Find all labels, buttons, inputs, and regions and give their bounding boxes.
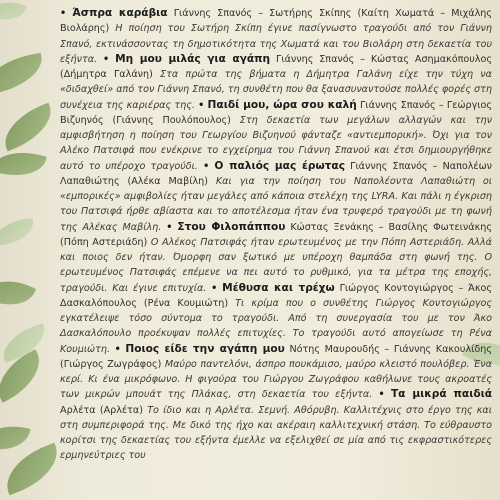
song-title: Ο παλιός μας έρωτας [214, 159, 345, 172]
song-credits: Γιάννης Σπανός – Κώστας Ασημακόπουλος (Δήμητρα Γαλάνη) [60, 53, 492, 80]
song-description: Στα πρώτα της βήματα η Δήμητρα Γαλάνη είχε την τύχη να «διδαχθεί» από τον Γιάννη Σπανό, τη συνθέτη που θα ξανασυναντούσε πολλές φορές στη συνέχεια της καριέρας της. [60, 69, 492, 111]
leaf-decoration [0, 53, 46, 95]
leaf-decoration [0, 103, 60, 152]
song-credits: Γιάννης Σπανός – Ναπολέων Λαπαθιώτης (Αλέκα Μαβίλη) [60, 160, 492, 187]
song-title: Ποιος είδε την αγάπη μου [125, 342, 285, 355]
song-description: Και για την ποίηση του Ναπολέοντα Λαπαθιώτη οι «εμπορικές» αμφιβολίες ήταν μεγάλες από κάποια στελέχη της LYRA. Και πάλι η έγκριση του Πατσιφά ήρθε αβίαστα και το αποτέλεσμα ήταν ένα τρυφερό τραγούδι με τη φωνή της Αλέκας Μαβίλη. [60, 175, 493, 233]
bullet: • [166, 221, 173, 233]
song-description: Ο Αλέκος Πατσιφάς ήταν ερωτευμένος με την Πόπη Αστεριάδη. Αλλά και ποιος δεν ήταν. Όμορφη σαν ξωτικό με υπέροχη θαμπάδα στη φωνή της. Ο ερωτευμένος Πατσιφάς επέμενε να πει αυτό το ρυθμικό, για τα μέτρα της εποχής, τραγούδι. Και έγινε επιτυχία. [60, 236, 492, 294]
song-credits: Νότης Μαυρουδής – Γιάννης Κακουλίδης (Γιώργος Ζωγράφος) [60, 343, 492, 370]
leaf-decoration [0, 270, 36, 317]
leaf-decoration [0, 218, 35, 245]
song-title: Στου Φιλοπάππου [177, 220, 286, 233]
bullet: • [114, 343, 121, 355]
song-credits: Γιώργος Κοντογιώργος – Άκος Δασκαλόπουλος (Ρένα Κουμιώτη) [60, 282, 492, 309]
bullet: • [378, 389, 385, 401]
bullet: • [103, 53, 110, 65]
bullet: • [203, 160, 210, 172]
song-title: Μη μου μιλάς για αγάπη [115, 52, 271, 65]
song-title: Άσπρα καράβια [72, 7, 168, 19]
song-description: Το ίδιο και η Αρλέτα. Σεμνή. Αθόρυβη. Καλλιτέχνις στο έργο της και στη συμπεριφορά της. Με δικό της ήχο και ακέραιη καλλιτεχνική στάση. Το εύθραυστο κορίτσι της δεκαετίας του εξήντα έμελλε να εξελιχθεί σε μία από τις εκφραστικότερες ερμηνεύτριες του [60, 404, 492, 462]
bullet: • [198, 99, 205, 111]
song-description: Μαύρο παντελόνι, άσπρο πουκάμισο, μαύρο κλειστό πουλόβερ. Ένα κερί. Κι ένα μικρόφωνο. Η φιγούρα του Γιώργου Ζωγράφου καθήλωνε τους ακροατές των μικρών μπουάτ της Πλάκας, στη δεκαετία του εξήντα. [60, 358, 492, 401]
song-credits: Κώστας Ξενάκης – Βασίλης Φωτεινάκης (Πόπη Αστεριάδη) [60, 221, 492, 248]
song-notes [60, 6, 492, 464]
song-title: Παιδί μου, ώρα σου καλή [207, 98, 357, 111]
song-description: Τι κρίμα που ο συνθέτης Γιώργος Κοντογιώργος εγκατέλειψε τόσο σύντομα το τραγούδι. Από τη συνεργασία του με τον Άκο Δασκαλόπουλο προέκυψαν πολλές επιτυχίες. Το τραγούδι αυτό απογείωσε τη Ρένα Κουμιώτη. [60, 297, 492, 355]
song-description: Στη δεκαετία των μεγάλων αλλαγών και την αμφισβήτηση η ποίηση του Γεωργίου Βιζυηνού φάνταζε «αντιεμπορική». Όχι για τον Αλέκο Πατσιφά που ενέκρινε το εγχείρημα του Γιάννη Σπανού και έτσι δημιουργήθηκε αυτό το υπέροχο τραγούδι. [60, 114, 492, 172]
bullet: • [211, 282, 218, 294]
song-description: Η ποίηση του Σωτήρη Σκίπη έγινε πασίγνωστο τραγούδι από τον Γιάννη Σπανό, εκτινάσσοντας τη δημοτικότητα της Χωματά και του Βιολάρη στη δεκαετία του εξήντα. [60, 23, 492, 65]
song-credits: Γιάννης Σπανός – Σωτήρης Σκίπης (Καίτη Χωματά – Μιχάλης Βιολάρης) [60, 8, 492, 35]
leaf-decoration [0, 0, 27, 27]
song-title: Μέθυσα και τρέχω [222, 281, 335, 294]
leaf-decoration [0, 443, 66, 495]
song-credits: Αρλέτα (Αρλέτα) [60, 404, 143, 416]
song-credits: Γιάννης Σπανός – Γεώργιος Βιζυηνός (Γιάννης Πουλόπουλος) [60, 99, 493, 126]
bullet: • [60, 8, 67, 19]
leaf-decoration [0, 420, 30, 457]
song-title: Τα μικρά παιδιά [390, 388, 493, 401]
